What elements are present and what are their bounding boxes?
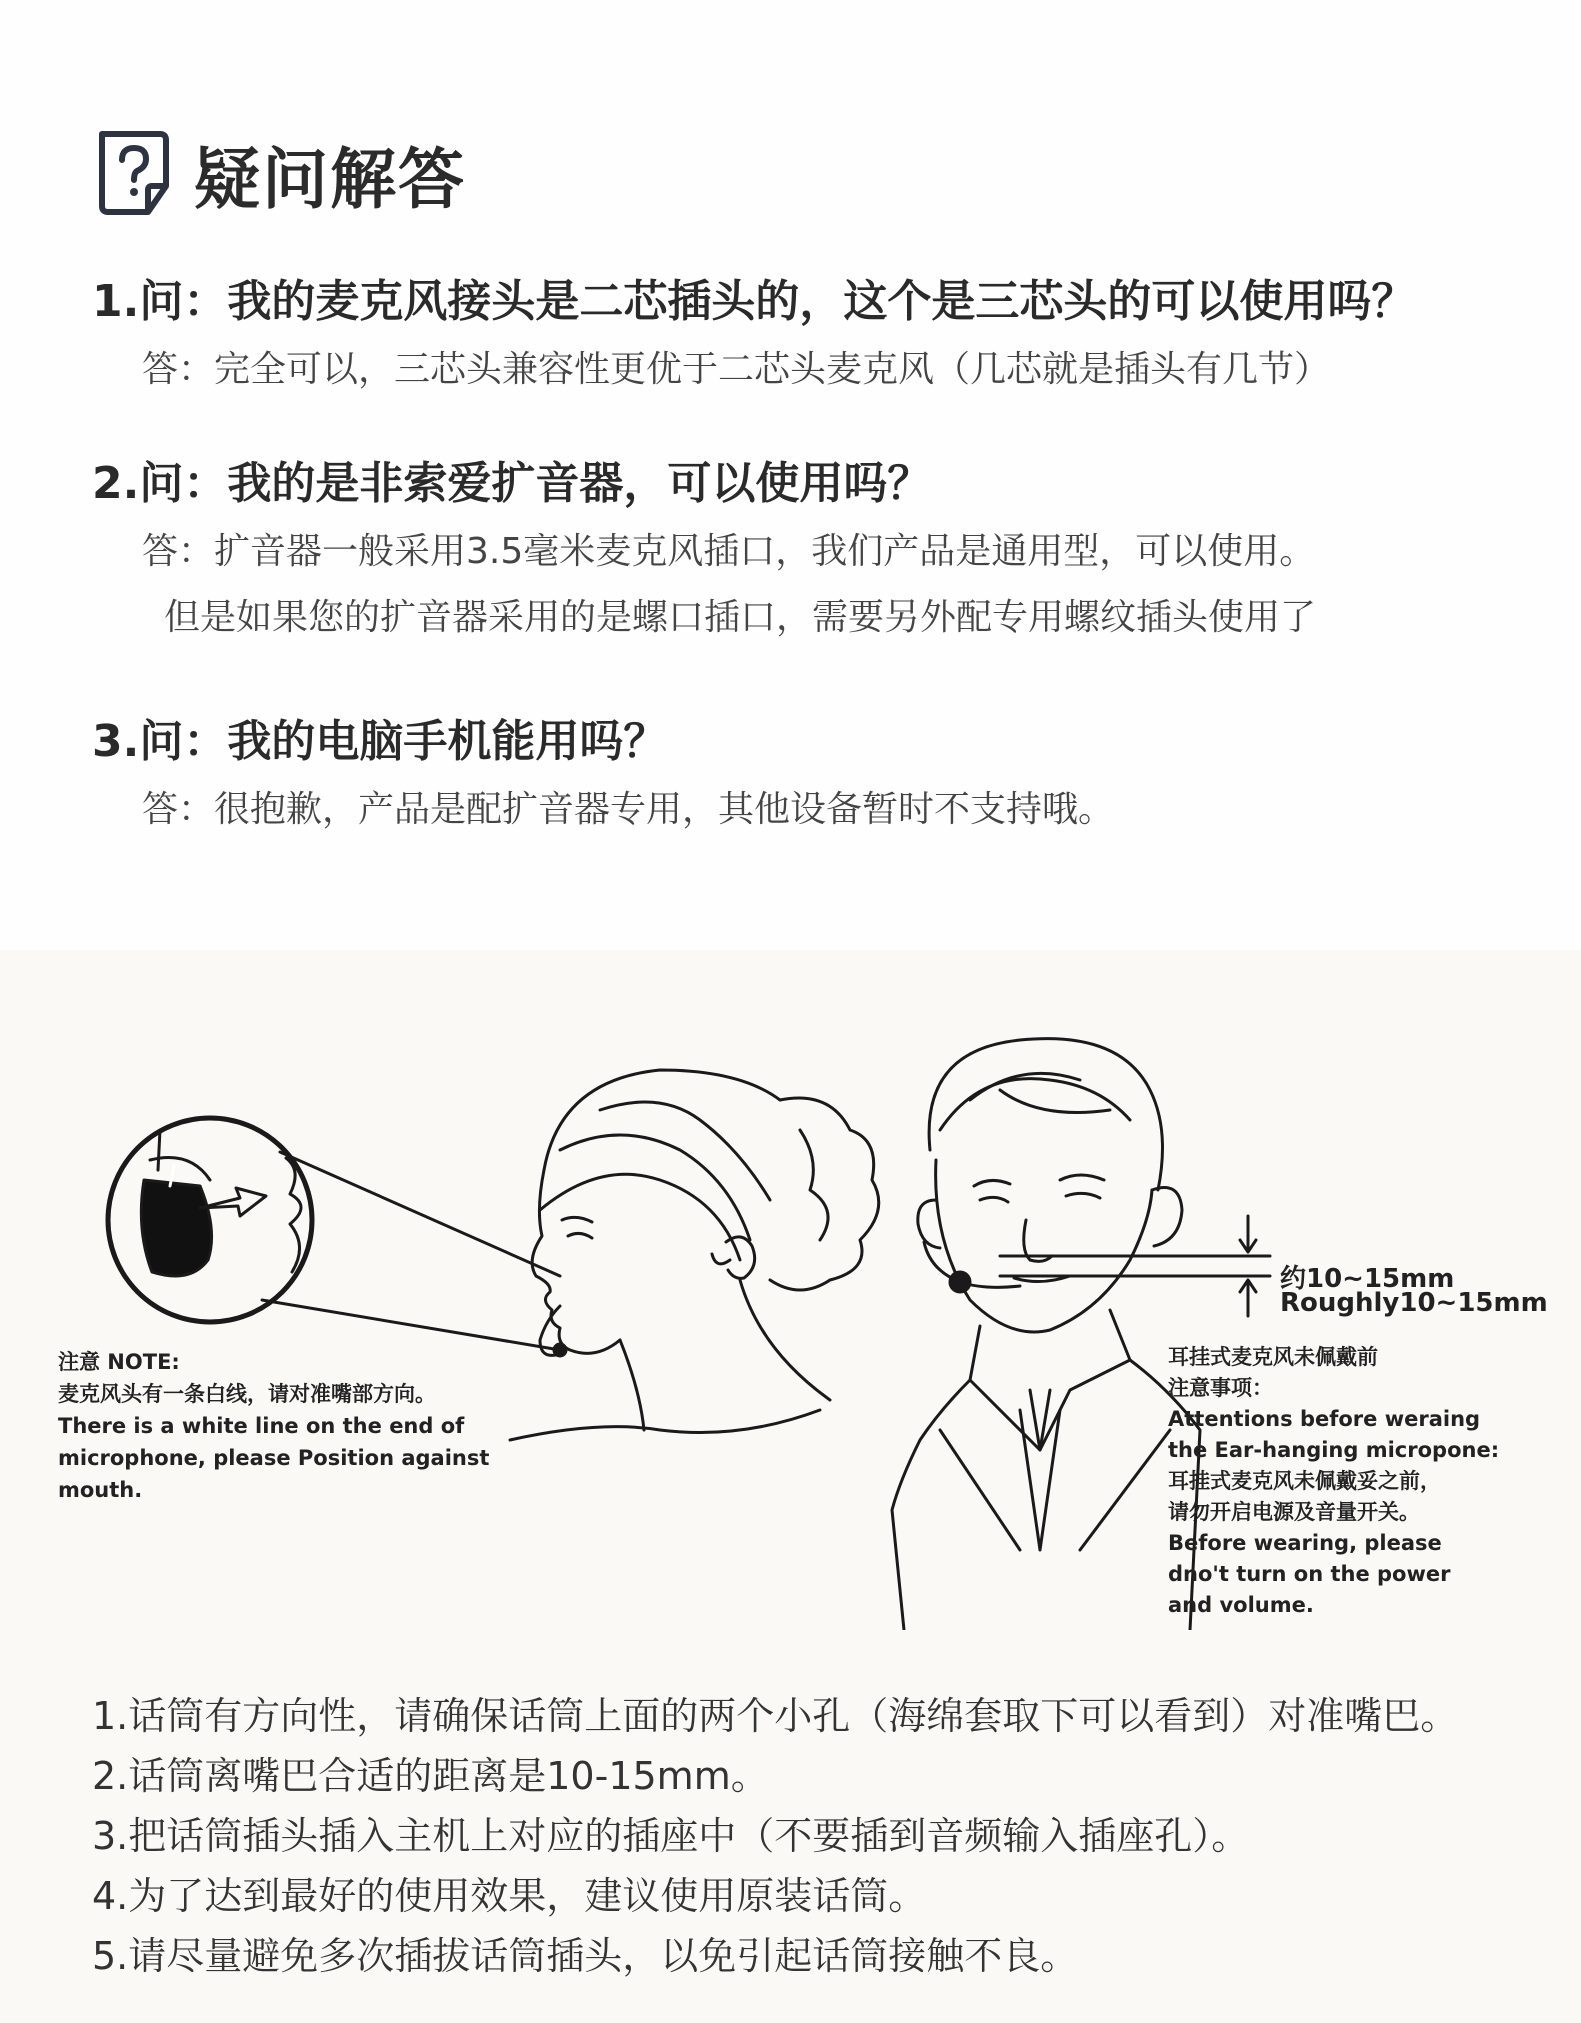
note-line: and volume. — [1168, 1593, 1314, 1617]
note-line: 请勿开启电源及音量开关。 — [1168, 1500, 1420, 1524]
note-line: There is a white line on the end of — [58, 1414, 465, 1438]
distance-label-cn: 约10~15mm — [1280, 1264, 1455, 1294]
note-right — [1168, 1342, 1548, 1621]
faq-answer-continued: 但是如果您的扩音器采用的是螺口插口，需要另外配专用螺纹插头使用了 — [164, 597, 1317, 638]
faq-question: 3.问：我的电脑手机能用吗？ — [92, 716, 668, 767]
faq-item-2 — [92, 456, 1552, 642]
list-item: 5.请尽量避免多次插拔话筒插头，以免引起话筒接触不良。 — [92, 1934, 1079, 1978]
faq-item-1 — [92, 274, 1552, 394]
faq-answer: 答：完全可以，三芯头兼容性更优于二芯头麦克风（几芯就是插头有几节） — [142, 349, 1331, 390]
usage-tips-list — [92, 1686, 1572, 1986]
faq-item-3 — [92, 714, 1552, 834]
faq-question: 2.问：我的是非索爱扩音器，可以使用吗？ — [92, 458, 932, 509]
faq-header — [96, 128, 466, 218]
page-title: 疑问解答 — [194, 140, 466, 218]
woman-figure — [510, 1070, 879, 1440]
note-line: 注意 NOTE: — [58, 1350, 180, 1374]
note-line: 耳挂式麦克风未佩戴前 — [1168, 1345, 1378, 1369]
distance-label-en: Roughly10~15mm — [1280, 1288, 1548, 1318]
note-line: 麦克风头有一条白线，请对准嘴部方向。 — [58, 1382, 436, 1406]
faq-answer: 答：很抱歉，产品是配扩音器专用，其他设备暂时不支持哦。 — [142, 789, 1115, 830]
note-line: 注意事项： — [1168, 1376, 1273, 1400]
note-left — [58, 1346, 518, 1506]
note-line: 耳挂式麦克风未佩戴妥之前， — [1168, 1469, 1441, 1493]
list-item: 3.把话筒插头插入主机上对应的插座中（不要插到音频输入插座孔）。 — [92, 1814, 1250, 1858]
list-item: 2.话筒离嘴巴合适的距离是10-15mm。 — [92, 1754, 769, 1798]
note-line: mouth. — [58, 1478, 143, 1502]
note-line: Attentions before weraing — [1168, 1407, 1481, 1431]
man-figure — [892, 1039, 1200, 1630]
faq-question: 1.问：我的麦克风接头是二芯插头的，这个是三芯头的可以使用吗？ — [92, 276, 1416, 327]
distance-marker — [1000, 1216, 1270, 1316]
note-line: Before wearing, please — [1168, 1531, 1442, 1555]
question-document-icon — [96, 128, 172, 218]
microphone-closeup-icon — [108, 1118, 312, 1322]
faq-answer: 答：扩音器一般采用3.5毫米麦克风插口，我们产品是通用型，可以使用。 — [142, 531, 1316, 572]
list-item: 1.话筒有方向性，请确保话筒上面的两个小孔（海绵套取下可以看到）对准嘴巴。 — [92, 1694, 1459, 1738]
note-line: the Ear-hanging micropone: — [1168, 1438, 1500, 1462]
note-line: dno't turn on the power — [1168, 1562, 1451, 1586]
list-item: 4.为了达到最好的使用效果，建议使用原装话筒。 — [92, 1874, 927, 1918]
note-line: microphone, please Position against — [58, 1446, 490, 1470]
